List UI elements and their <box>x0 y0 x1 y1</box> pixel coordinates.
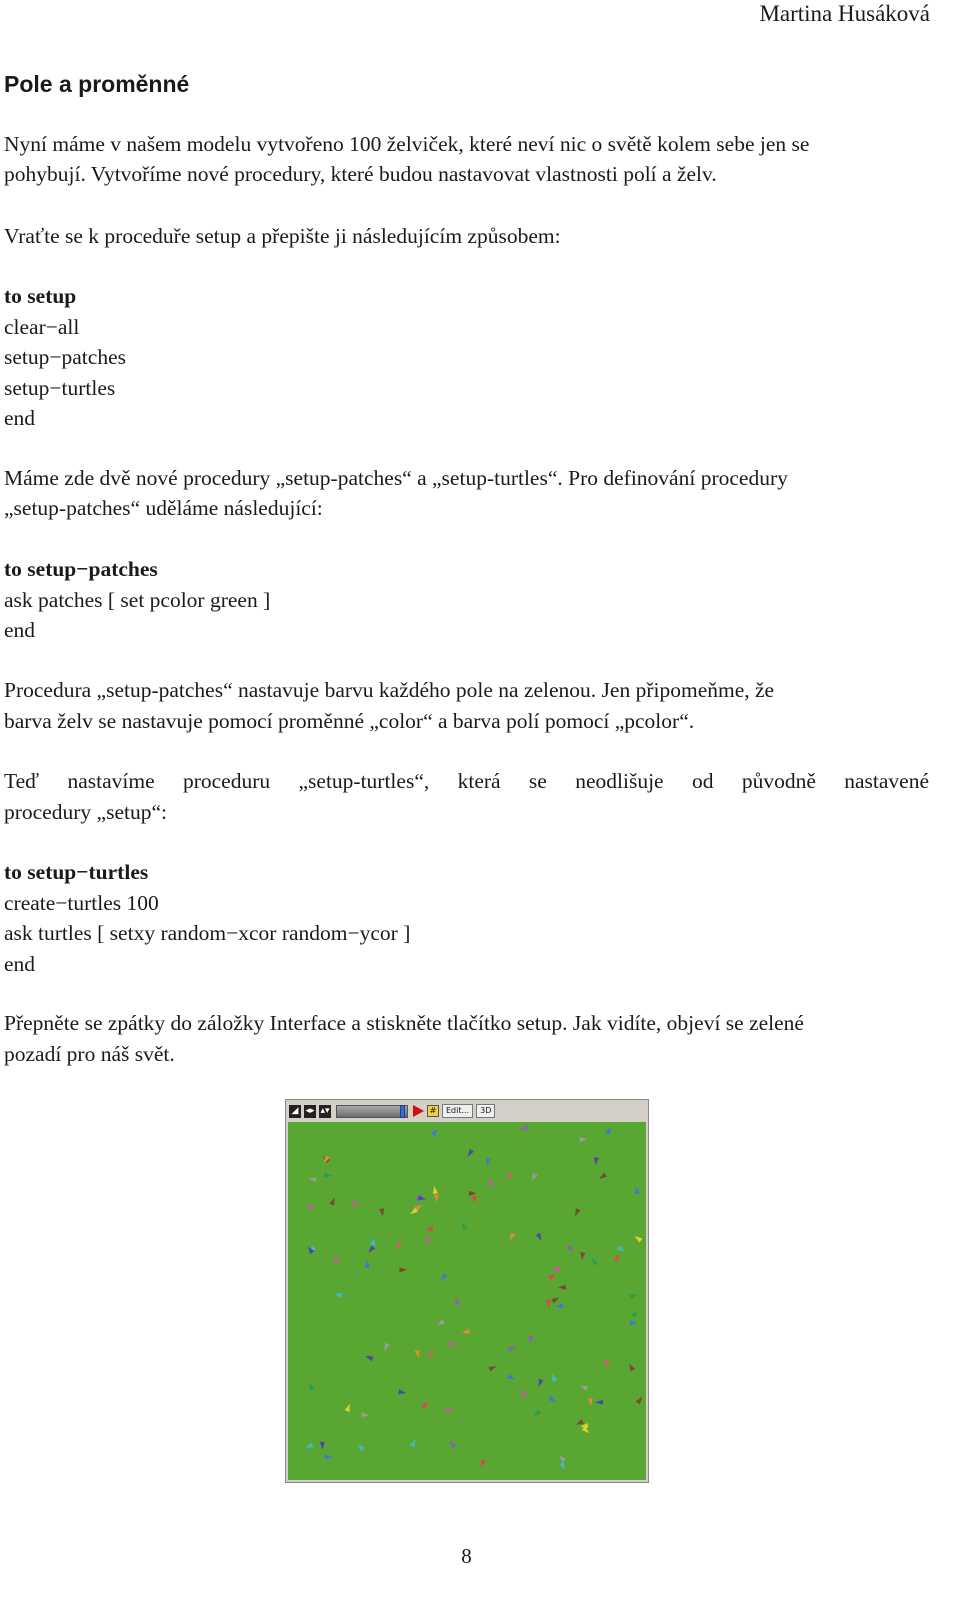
turtle-icon <box>548 1396 556 1402</box>
turtle-icon <box>428 1349 433 1357</box>
code-block-setup-turtles <box>4 857 410 979</box>
netlogo-world <box>288 1122 646 1480</box>
turtle-icon <box>580 1252 585 1260</box>
turtle-icon <box>635 1186 640 1194</box>
turtle-icon <box>551 1297 559 1303</box>
speed-arrows-icon[interactable]: ▴▾ <box>320 1105 330 1116</box>
turtle-icon <box>539 1379 544 1387</box>
turtle-icon <box>599 1173 607 1179</box>
turtle-icon <box>334 1258 342 1263</box>
code-block-setup <box>4 281 126 434</box>
freeze-icon[interactable]: ◢ <box>289 1105 301 1118</box>
turtle-icon <box>534 1410 542 1417</box>
turtle-icon <box>489 1178 494 1186</box>
turtle-icon <box>528 1336 533 1344</box>
section-heading: Pole a proměnné <box>4 71 190 97</box>
turtle-icon <box>555 1303 563 1308</box>
turtle-icon <box>443 1407 451 1412</box>
patches-para-line-2: „setup-patches“ uděláme následující: <box>4 496 323 520</box>
turtle-icon <box>546 1300 551 1308</box>
page-number: 8 <box>461 1544 472 1568</box>
turtle-icon <box>441 1273 448 1281</box>
turtle-icon <box>345 1404 350 1412</box>
netlogo-view-screenshot <box>285 1099 649 1483</box>
turtle-icon <box>472 1196 477 1204</box>
turtle-icon <box>398 1389 406 1394</box>
turtle-icon <box>421 1402 429 1409</box>
turtle-icon <box>370 1238 375 1246</box>
turtle-icon <box>462 1329 470 1334</box>
turtles-para-line-1: Teď nastavíme proceduru „setup-turtles“, která se neodlišuje od původně nastavené <box>4 769 929 793</box>
code-line: end <box>4 406 36 430</box>
code-line: create−turtles 100 <box>4 890 159 915</box>
code-line: to setup <box>4 284 77 308</box>
turtle-icon <box>552 1374 557 1382</box>
turtle-icon <box>635 1236 643 1242</box>
view-3d-button[interactable]: 3D <box>476 1104 495 1118</box>
turtle-icon <box>567 1245 574 1252</box>
turtle-icon <box>361 1412 369 1417</box>
turtle-icon <box>481 1460 486 1468</box>
turtle-icon <box>594 1158 599 1166</box>
play-arrow-icon[interactable] <box>413 1105 424 1117</box>
turtle-icon <box>395 1240 401 1248</box>
code-line: setup−turtles <box>4 375 116 400</box>
turtle-icon <box>418 1195 426 1200</box>
code-line: clear−all <box>4 314 80 339</box>
turtle-icon <box>558 1285 566 1290</box>
code-line: ask patches [ set pcolor green ] <box>4 587 271 612</box>
turtle-icon <box>447 1342 455 1347</box>
turtle-icon <box>522 1389 527 1397</box>
turtle-icon <box>508 1347 516 1352</box>
turtle-icon <box>592 1258 599 1266</box>
code-line: ask turtles [ setxy random−xcor random−ycor ] <box>4 921 411 945</box>
intro-line-1: Nyní máme v našem modelu vytvořeno 100 želviček, které neví nic o světě kolem sebe jen se <box>4 132 810 156</box>
code-line: end <box>4 618 36 642</box>
code-line: to setup−turtles <box>4 860 149 884</box>
turtle-icon <box>369 1245 376 1253</box>
turtle-icon <box>305 1443 313 1448</box>
code-line: end <box>4 951 36 976</box>
color-para-line-1: Procedura „setup-patches“ nastavuje barvu každého pole na zelenou. Jen připomeňme, že <box>4 678 775 702</box>
turtle-icon <box>431 1129 438 1136</box>
turtle-icon <box>434 1194 439 1202</box>
turtle-icon <box>437 1319 445 1325</box>
turtle-icon <box>559 1462 565 1470</box>
turtle-icon <box>552 1266 560 1271</box>
edit-button[interactable]: Edit... <box>442 1104 473 1118</box>
turtle-icon <box>469 1191 477 1196</box>
code-line: to setup−patches <box>4 557 158 581</box>
turtle-icon <box>575 1208 581 1216</box>
turtle-icon <box>335 1293 343 1298</box>
turtle-icon <box>414 1350 419 1358</box>
final-para-line-1: Přepněte se zpátky do záložky Interface a stiskněte tlačítko setup. Jak vidíte, objeví se zelené <box>4 1011 804 1035</box>
turtle-icon <box>329 1197 334 1205</box>
slider-thumb[interactable] <box>400 1105 405 1118</box>
turtle-icon <box>462 1222 467 1230</box>
turtle-icon <box>385 1343 390 1351</box>
final-para-line-2: pozadí pro náš svět. <box>4 1042 175 1066</box>
turtle-icon <box>532 1173 538 1181</box>
turtle-icon <box>614 1254 620 1262</box>
turtle-icon <box>580 1385 588 1390</box>
turtle-icon <box>505 1172 513 1178</box>
turtle-icon <box>548 1274 556 1281</box>
turtle-icon <box>579 1137 587 1142</box>
code-block-setup-patches <box>4 554 270 646</box>
turtle-icon <box>468 1149 474 1157</box>
turtle-icon <box>629 1294 637 1299</box>
color-para-line-2: barva želv se nastavuje pomocí proměnné „color“ a barva polí pomocí „pcolor“. <box>4 709 695 733</box>
turtle-icon <box>486 1158 491 1166</box>
turtle-icon <box>365 1356 373 1362</box>
turtle-icon <box>595 1400 603 1405</box>
author-name: Martina Husáková <box>759 1 930 26</box>
turtle-icon <box>324 1173 332 1178</box>
code-line: setup−patches <box>4 345 126 369</box>
grid-icon[interactable]: # <box>427 1105 439 1117</box>
turtle-icon <box>536 1233 542 1241</box>
turtle-icon <box>399 1267 407 1272</box>
speed-slider[interactable] <box>336 1105 408 1118</box>
turtle-icon <box>520 1126 528 1131</box>
turtle-icon <box>320 1442 325 1450</box>
instruction-text: Vraťte se k proceduře setup a přepište ji následujícím způsobem: <box>4 224 561 248</box>
turtle-icon <box>605 1127 610 1135</box>
view-toolbar <box>286 1100 648 1122</box>
turtle-icon <box>426 1237 431 1245</box>
step-arrows-icon[interactable]: ◂▸ <box>305 1105 315 1116</box>
turtle-icon <box>379 1208 384 1216</box>
turtles-para-line-2: procedury „setup“: <box>4 800 167 824</box>
turtle-icon <box>309 1177 317 1182</box>
turtle-icon <box>617 1245 625 1251</box>
turtle-icon <box>433 1186 438 1194</box>
turtle-icon <box>631 1310 638 1318</box>
turtle-icon <box>489 1366 497 1371</box>
turtle-icon <box>507 1374 515 1380</box>
turtle-icon <box>629 1363 635 1371</box>
turtle-icon <box>305 1204 313 1210</box>
turtle-icon <box>425 1226 433 1231</box>
turtle-icon <box>559 1455 566 1462</box>
turtle-icon <box>588 1398 593 1406</box>
turtle-icon <box>350 1201 358 1206</box>
turtle-icon <box>364 1260 369 1268</box>
turtle-icon <box>604 1359 610 1367</box>
turtle-icon <box>636 1397 643 1405</box>
turtle-icon <box>309 1383 315 1391</box>
turtle-icon <box>576 1419 584 1425</box>
patches-para-line-1: Máme zde dvě nové procedury „setup-patches“ a „setup-turtles“. Pro definování procedury <box>4 466 788 490</box>
turtle-icon <box>358 1444 365 1452</box>
turtle-icon <box>630 1320 638 1325</box>
turtle-icon <box>454 1299 460 1307</box>
turtle-icon <box>410 1439 416 1447</box>
turtle-icon <box>450 1441 457 1449</box>
turtles-layer <box>288 1122 646 1480</box>
intro-line-2: pohybují. Vytvoříme nové procedury, které budou nastavovat vlastnosti polí a želv. <box>4 162 717 186</box>
turtle-icon <box>510 1233 516 1241</box>
turtle-icon <box>325 1455 333 1460</box>
